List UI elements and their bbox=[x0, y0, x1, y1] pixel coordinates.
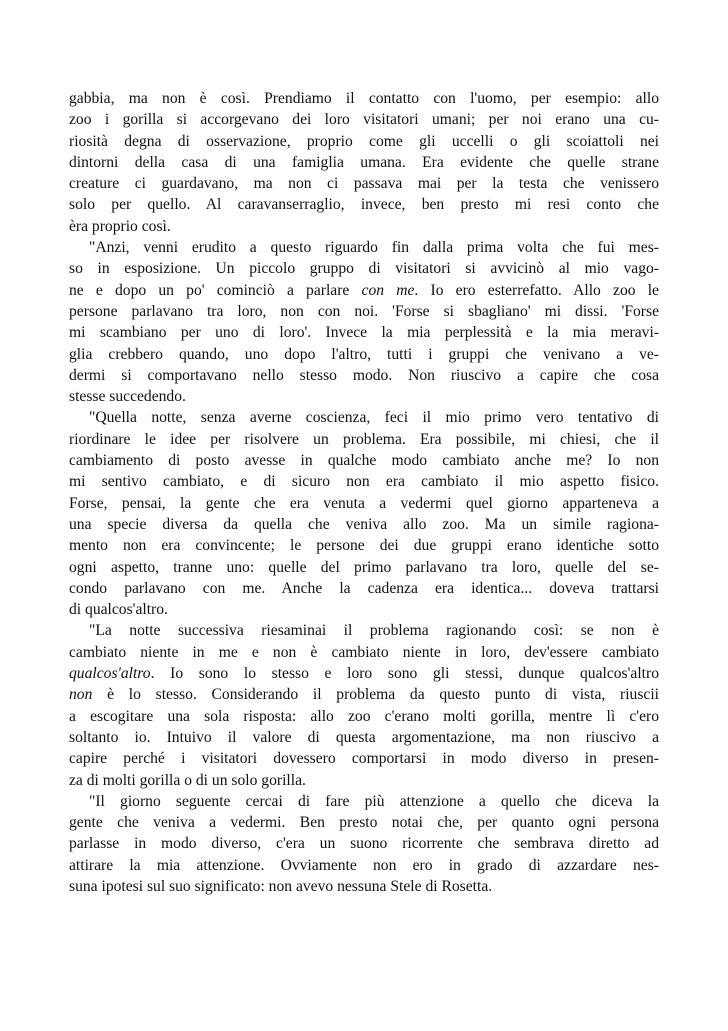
text-line bbox=[69, 407, 659, 428]
text-line bbox=[69, 876, 659, 897]
text-segment: "Quella notte, senza averne coscienza, feci il mio primo vero tentativo di bbox=[89, 409, 659, 427]
text-line bbox=[69, 194, 659, 215]
text-segment: persone parlavano tra loro, non con noi. 'Forse si sbagliano' mi dissi. 'Forse bbox=[69, 302, 659, 320]
text-line bbox=[69, 535, 659, 556]
text-segment: condo parlavano con me. Anche la cadenza era identica... doveva trattarsi bbox=[69, 579, 659, 597]
text-line bbox=[69, 791, 659, 812]
text-segment: glia crebbero quando, uno dopo l'altro, tutti i gruppi che venivano a ve- bbox=[69, 345, 659, 363]
text-segment: è lo stesso. Considerando il problema da questo punto di vista, riuscii bbox=[92, 686, 659, 704]
text-line bbox=[69, 557, 659, 578]
text-line bbox=[69, 173, 659, 194]
paragraph bbox=[69, 237, 659, 407]
text-segment: creature ci guardavano, ma non ci passava mai per la testa che venissero bbox=[69, 175, 659, 193]
text-segment: di qualcos'altro. bbox=[69, 601, 168, 619]
text-segment: "Anzi, venni erudito a questo riguardo fin dalla prima volta che fui mes- bbox=[89, 239, 659, 257]
italic-text: con me bbox=[361, 281, 415, 299]
text-segment: èra proprio così. bbox=[69, 217, 171, 235]
text-line bbox=[69, 706, 659, 727]
text-line bbox=[69, 812, 659, 833]
text-segment: cambiato niente in me e non è cambiato niente in loro, dev'essere cambiato bbox=[69, 643, 659, 661]
text-line bbox=[69, 770, 659, 791]
paragraph bbox=[69, 407, 659, 620]
text-line bbox=[69, 514, 659, 535]
text-line bbox=[69, 748, 659, 769]
paragraph bbox=[69, 88, 659, 237]
text-line bbox=[69, 684, 659, 705]
text-segment: mento non era convincente; le persone dei due gruppi erano identiche sotto bbox=[69, 537, 659, 555]
paragraph bbox=[69, 620, 659, 790]
text-line bbox=[69, 663, 659, 684]
book-page-text bbox=[69, 88, 659, 897]
text-segment: solo per quello. Al caravanserraglio, invece, ben presto mi resi conto che bbox=[69, 196, 659, 214]
text-line bbox=[69, 855, 659, 876]
text-line bbox=[69, 386, 659, 407]
text-line bbox=[69, 88, 659, 109]
text-segment: "La notte successiva riesaminai il problema ragionando così: se non è bbox=[89, 622, 659, 640]
text-segment: gabbia, ma non è così. Prendiamo il contatto con l'uomo, per esempio: allo bbox=[69, 90, 659, 107]
text-line bbox=[69, 642, 659, 663]
text-segment: parlasse in modo diverso, c'era un suono ricorrente che sembrava diretto ad bbox=[69, 835, 659, 853]
text-segment: stesse succedendo. bbox=[69, 388, 186, 406]
text-segment: mi scambiano per uno di loro'. Invece la mia perplessità e la mia meravi- bbox=[69, 324, 659, 342]
text-line bbox=[69, 344, 659, 365]
text-segment: cambiamento di posto avesse in qualche modo cambiato anche me? Io non bbox=[69, 452, 659, 470]
text-segment: una specie diversa da quella che veniva allo zoo. Ma un simile ragiona- bbox=[69, 515, 659, 533]
text-segment: za di molti gorilla o di un solo gorilla. bbox=[69, 771, 306, 789]
text-line bbox=[69, 280, 659, 301]
text-line bbox=[69, 599, 659, 620]
text-segment: Forse, pensai, la gente che era venuta a vedermi quel giorno apparteneva a bbox=[69, 494, 659, 512]
text-line bbox=[69, 833, 659, 854]
text-line bbox=[69, 429, 659, 450]
text-line bbox=[69, 493, 659, 514]
text-line bbox=[69, 471, 659, 492]
text-segment: suna ipotesi sul suo significato: non avevo nessuna Stele di Rosetta. bbox=[69, 877, 493, 895]
text-segment: . Io ero esterrefatto. Allo zoo le bbox=[414, 281, 659, 299]
text-segment: so in esposizione. Un piccolo gruppo di visitatori si avvicinò al mio vago- bbox=[69, 260, 659, 278]
text-segment: . Io sono lo stesso e loro sono gli stessi, dunque qualcos'altro bbox=[150, 665, 659, 683]
italic-text: non bbox=[69, 686, 93, 704]
text-line bbox=[69, 216, 659, 237]
text-line bbox=[69, 109, 659, 130]
text-segment: attirare la mia attenzione. Ovviamente non ero in grado di azzardare nes- bbox=[69, 856, 659, 874]
text-segment: dintorni della casa di una famiglia umana. Era evidente che quelle strane bbox=[69, 153, 659, 171]
text-segment: soltanto io. Intuivo il valore di questa argomentazione, ma non riuscivo a bbox=[69, 728, 659, 746]
text-segment: gente che veniva a vedermi. Ben presto notai che, per quanto ogni persona bbox=[69, 814, 659, 832]
text-segment: capire perché i visitatori dovessero comportarsi in modo diverso in presen- bbox=[69, 750, 659, 768]
paragraph bbox=[69, 791, 659, 897]
text-segment: zoo i gorilla si accorgevano dei loro visitatori umani; per noi erano una cu- bbox=[69, 111, 659, 129]
text-line bbox=[69, 620, 659, 641]
text-segment: "Il giorno seguente cercai di fare più attenzione a quello che diceva la bbox=[89, 792, 659, 810]
text-line bbox=[69, 578, 659, 599]
text-segment: riordinare le idee per risolvere un problema. Era possibile, mi chiesi, che il bbox=[69, 430, 659, 448]
text-line bbox=[69, 365, 659, 386]
italic-text: qualcos'altro bbox=[69, 665, 151, 683]
text-segment: dermi si comportavano nello stesso modo. Non riuscivo a capire che cosa bbox=[69, 366, 659, 384]
text-line bbox=[69, 301, 659, 322]
text-line bbox=[69, 727, 659, 748]
text-segment: mi sentivo cambiato, e di sicuro non era cambiato il mio aspetto fisico. bbox=[69, 473, 659, 491]
text-line bbox=[69, 322, 659, 343]
text-line bbox=[69, 131, 659, 152]
text-segment: a escogitare una sola risposta: allo zoo c'erano molti gorilla, mentre lì c'ero bbox=[69, 707, 659, 725]
text-line bbox=[69, 258, 659, 279]
text-line bbox=[69, 450, 659, 471]
text-segment: ogni aspetto, tranne uno: quelle del primo parlavano tra loro, quelle del se- bbox=[69, 558, 659, 576]
text-line bbox=[69, 152, 659, 173]
text-segment: ne e dopo un po' cominciò a parlare bbox=[69, 281, 362, 299]
text-segment: riosità degna di osservazione, proprio come gli uccelli o gli scoiattoli nei bbox=[69, 132, 659, 150]
text-line bbox=[69, 237, 659, 258]
